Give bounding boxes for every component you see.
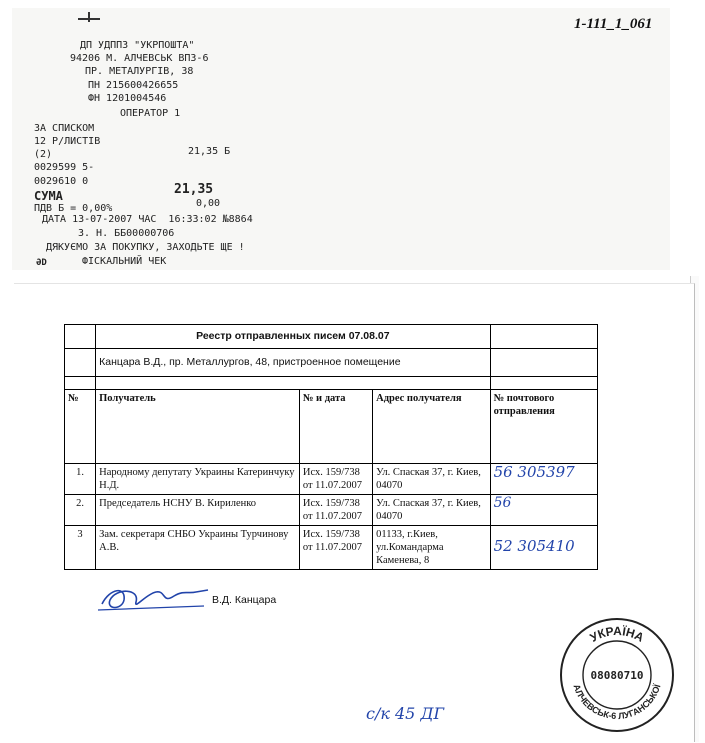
receipt-vat-label: ПДВ Б = 0,00% [34,203,113,214]
receipt-pn: ПН 215600426655 [88,80,179,91]
empty-cell [490,377,597,390]
registry-table [64,324,598,570]
row-address: Ул. Спаская 37, г. Киев, 04070 [373,495,490,526]
receipt-operator: ОПЕРАТОР 1 [120,108,181,119]
header-recipient: Получатель [96,390,300,464]
empty-cell [490,349,597,377]
postal-stamp [558,616,676,734]
signature-name: В.Д. Канцара [212,594,277,606]
svg-text:УКРАЇНА [588,623,647,645]
row-no: 1. [65,464,96,495]
document-id: 1-111_1_061 [574,16,653,32]
receipt-address-2: ПР. МЕТАЛУРГІВ, 38 [85,66,194,77]
row-recipient: Народному депутату Украины Катеринчуку Н.Д. [96,464,300,495]
row-address: Ул. Спаская 37, г. Киев, 04070 [373,464,490,495]
row-ref-date: Исх. 159/738 от 11.07.2007 [299,464,372,495]
receipt-mark [88,12,90,22]
postal-number-handwritten: 56 [493,495,512,511]
receipt-date: ДАТА 13-07-2007 ЧАС 16:33:02 №8864 [42,214,253,225]
row-no: 3 [65,526,96,570]
receipt-code-1: 0029599 5- [34,162,95,173]
row-address: 01133, г.Киев, ул.Командарма Каменева, 8 [373,526,490,570]
header-ref-date: № и дата [299,390,372,464]
empty-cell [65,325,96,349]
stamp-top-text: УКРАЇНА [587,623,647,645]
row-recipient: Зам. секретаря СНБО Украины Турчинову А.В. [96,526,300,570]
postal-number-handwritten: 56 305397 [493,463,575,481]
receipt-item-amount: 21,35 Б [188,146,231,157]
table-row [65,526,598,570]
postal-number-handwritten: 52 305410 [493,537,575,555]
header-address: Адрес получателя [373,390,490,464]
receipt-zn: З. Н. ББ00000706 [78,228,175,239]
row-no: 2. [65,495,96,526]
receipt-list: ЗА СПИСКОМ [34,123,95,134]
stamp-date: 08080710 [590,669,644,682]
empty-cell [96,377,490,390]
row-ref-date: Исх. 159/738 от 11.07.2007 [299,526,372,570]
row-ref-date: Исх. 159/738 от 11.07.2007 [299,495,372,526]
empty-cell [65,349,96,377]
empty-cell [490,325,597,349]
receipt-sum-label: СУМА [34,189,63,203]
receipt-letters: 12 Р/ЛИСТІВ [34,136,101,147]
row-postal-no [490,526,597,570]
receipt-vat-value: 0,00 [196,198,221,209]
row-postal-no [490,495,597,526]
receipt-fiscal: ФІСКАЛЬНИЙ ЧЕК [82,256,167,267]
signature [96,582,214,618]
empty-cell [65,377,96,390]
receipt-thanks: ДЯКУЄМО ЗА ПОКУПКУ, ЗАХОДЬТЕ ЩЕ ! [46,242,245,253]
row-postal-no [490,464,597,495]
receipt-sum-value: 21,35 [174,182,214,197]
receipt-address-1: 94206 М. АЛЧЕВСЬК ВПЗ-6 [70,53,209,64]
receipt-qty: (2) [34,149,53,160]
header-no: № [65,390,96,464]
registry-title: Реестр отправленных писем 07.08.07 [96,325,490,349]
receipt-org: ДП УДППЗ "УКРПОШТА" [80,40,195,51]
handwritten-note: с/к 45 ДГ [366,704,445,723]
receipt-fn: ФН 1201004546 [88,93,167,104]
table-row [65,495,598,526]
registry-sender: Канцара В.Д., пр. Металлургов, 48, пристроенное помещение [96,349,490,377]
stamp-bottom-text: АЛЧЕВСЬК-6 ЛУГАНСЬКОЇ [571,682,663,722]
header-postal-no: № почтового отправления [490,390,597,464]
receipt-logo: ƏD [36,258,47,268]
receipt-code-2: 0029610 0 [34,176,89,187]
row-recipient: Председатель НСНУ В. Кириленко [96,495,300,526]
table-row [65,464,598,495]
